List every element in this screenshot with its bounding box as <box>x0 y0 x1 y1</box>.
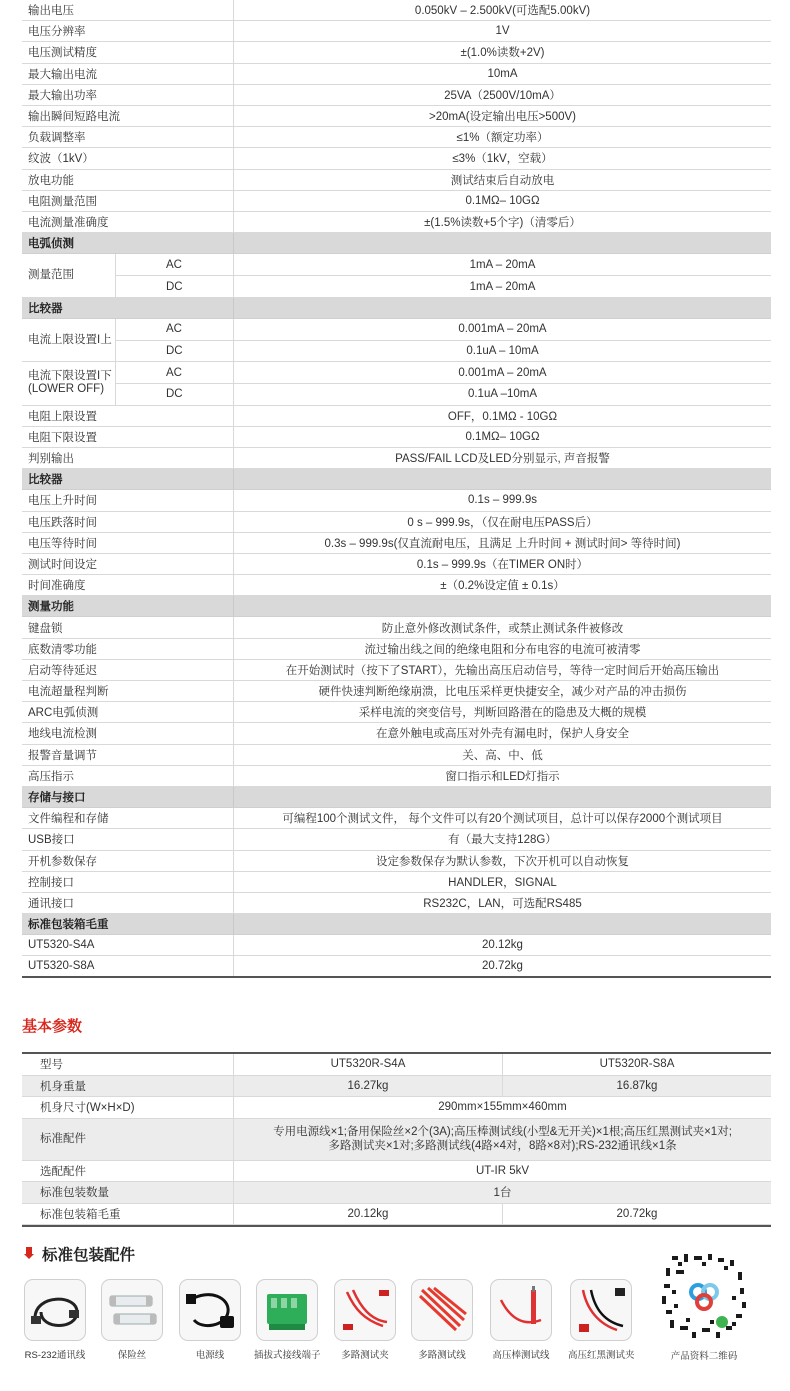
row-value: ±(1.5%读数+5个字)（清零后） <box>424 216 581 229</box>
sub-row <box>116 340 771 361</box>
spec-table <box>22 0 771 978</box>
test-clip-icon <box>334 1279 396 1341</box>
accessory-item <box>488 1279 554 1361</box>
row-value: ≤3%（1kV，空载） <box>452 153 553 166</box>
sub-value: 1mA – 20mA <box>469 280 536 293</box>
accessory-caption: 保险丝 <box>117 1350 147 1361</box>
table-row <box>22 1097 771 1119</box>
table-row <box>22 660 771 681</box>
accessory-caption: 电源线 <box>195 1350 225 1361</box>
sub-key: AC <box>116 362 234 383</box>
row-key: 电阻上限设置 <box>22 406 234 426</box>
row-value: 有（最大支持128G） <box>448 834 557 847</box>
sub-value: 0.1uA –10mA <box>467 388 538 401</box>
row-key: 电流测量准确度 <box>22 212 234 232</box>
group-key: 测量范围 <box>22 254 116 296</box>
table-row <box>22 702 771 723</box>
row-value: 流过输出线之间的绝缘电阻和分布电容的电流可被清零 <box>364 643 641 656</box>
power-cord-icon <box>179 1279 241 1341</box>
test-lead-icon <box>411 1279 473 1341</box>
row-key: 输出瞬间短路电流 <box>22 106 234 126</box>
row-key: 控制接口 <box>22 872 234 892</box>
row-key: UT5320-S4A <box>22 935 234 955</box>
table-row <box>22 490 771 511</box>
row-value: ±(1.0%读数+2V) <box>460 47 545 60</box>
accessory-caption: 多路测试线 <box>418 1350 466 1361</box>
row-value: 0.1s – 999.9s <box>467 494 538 507</box>
accessory-caption: 多路测试夹 <box>341 1350 389 1361</box>
table-row <box>22 64 771 85</box>
row-value: ±（0.2%设定值 ± 0.1s） <box>440 580 565 593</box>
row-value: UT-IR 5kV <box>475 1164 530 1177</box>
row-value: OFF，0.1MΩ - 10GΩ <box>447 410 558 423</box>
terminal-block-icon <box>256 1279 318 1341</box>
group-key: 电流下限设置I下(LOWER OFF) <box>22 362 116 404</box>
section-title: 比较器 <box>22 298 234 318</box>
sub-key: AC <box>116 319 234 340</box>
table-row <box>22 723 771 744</box>
row-value: 16.87kg <box>616 1079 658 1092</box>
sub-key: AC <box>116 254 234 275</box>
sub-value: 0.001mA – 20mA <box>458 366 547 379</box>
sub-row <box>116 319 771 340</box>
table-row <box>22 448 771 469</box>
table-row <box>22 106 771 127</box>
row-value: 0.1MΩ– 10GΩ <box>465 430 540 443</box>
table-row <box>22 512 771 533</box>
row-value: PASS/FAIL LCD及LED分别显示, 声音报警 <box>395 453 610 466</box>
row-value: 测试结束后自动放电 <box>450 174 555 187</box>
accessory-caption: 插拔式接线端子 <box>254 1350 321 1361</box>
table-row <box>22 829 771 850</box>
section-arc <box>22 233 771 254</box>
section-title: 电弧侦测 <box>22 233 234 253</box>
row-key: 报警音量调节 <box>22 745 234 765</box>
row-value: 16.27kg <box>234 1076 503 1097</box>
basic-params-title: 基本参数 <box>22 1018 83 1035</box>
table-row <box>22 1054 771 1076</box>
table-row <box>22 1076 771 1098</box>
table-row <box>22 85 771 106</box>
row-key: 输出电压 <box>22 0 234 20</box>
row-value: 0 s – 999.9s，（仅在耐电压PASS后） <box>407 516 598 529</box>
row-key: 文件编程和存储 <box>22 808 234 828</box>
section-title: 存储与接口 <box>22 787 234 807</box>
table-row <box>22 191 771 212</box>
row-value: RS232C，LAN，可选配RS485 <box>423 897 582 910</box>
section-comparator <box>22 298 771 319</box>
accessory-item <box>177 1279 243 1361</box>
row-value: 0.1s – 999.9s（在TIMER ON时） <box>416 558 589 571</box>
sub-row <box>116 275 771 296</box>
row-key: 负载调整率 <box>22 127 234 147</box>
basic-params-table <box>22 1052 771 1227</box>
row-value: 1V <box>495 25 510 38</box>
group-key: 电流上限设置I上 <box>22 319 116 361</box>
row-value: 可编程100个测试文件， 每个文件可以有20个测试项目，总计可以保存2000个测试项目 <box>282 813 723 826</box>
row-value: 采样电流的突变信号，判断回路潜在的隐患及大概的规模 <box>358 707 647 720</box>
row-key: 最大输出电流 <box>22 64 234 84</box>
row-key: 键盘锁 <box>22 617 234 637</box>
table-row <box>22 1161 771 1183</box>
row-key: 放电功能 <box>22 170 234 190</box>
table-row <box>22 766 771 787</box>
row-value: 在开始测试时（按下了START），先输出高压启动信号，等待一定时间后开始高压输出 <box>285 664 720 677</box>
row-value: UT5320R-S4A <box>234 1054 503 1075</box>
table-row <box>22 1204 771 1226</box>
grouped-row <box>22 254 771 297</box>
accessory-caption: 高压红黑测试夹 <box>568 1350 635 1361</box>
table-row <box>22 617 771 638</box>
row-key: 电阻测量范围 <box>22 191 234 211</box>
table-row <box>22 212 771 233</box>
row-key: 电压等待时间 <box>22 533 234 553</box>
table-row <box>22 851 771 872</box>
red-black-clip-icon <box>570 1279 632 1341</box>
row-key: 标准配件 <box>22 1119 234 1160</box>
table-row <box>22 554 771 575</box>
row-key: ARC电弧侦测 <box>22 702 234 722</box>
table-row <box>22 406 771 427</box>
row-key: 纹波（1kV） <box>22 148 234 168</box>
row-value: 窗口指示和LED灯指示 <box>445 770 560 783</box>
row-value: 硬件快速判断绝缘崩溃，比电压采样更快捷安全，减少对产品的冲击损伤 <box>318 686 687 699</box>
row-key: 最大输出功率 <box>22 85 234 105</box>
row-value: 20.72kg <box>616 1207 658 1220</box>
accessory-item <box>568 1279 634 1361</box>
table-row <box>22 148 771 169</box>
row-key: 开机参数保存 <box>22 851 234 871</box>
accessory-item <box>409 1279 475 1361</box>
sub-value: 1mA – 20mA <box>469 258 536 271</box>
row-value: 20.72kg <box>482 960 523 973</box>
sub-row <box>116 362 771 383</box>
row-key: 型号 <box>22 1054 234 1075</box>
row-key: 地线电流检测 <box>22 723 234 743</box>
table-row <box>22 956 771 977</box>
table-row <box>22 893 771 914</box>
grouped-row <box>22 319 771 362</box>
row-value: 0.3s – 999.9s(仅直流耐电压，且满足 上升时间 + 测试时间> 等待时间) <box>324 537 681 550</box>
table-row <box>22 575 771 596</box>
table-row <box>22 872 771 893</box>
table-row <box>22 1182 771 1204</box>
table-row <box>22 427 771 448</box>
accessory-caption: RS-232通讯线 <box>24 1350 86 1361</box>
row-value: ≤1%（额定功率） <box>456 132 549 145</box>
row-value: >20mA(设定输出电压>500V) <box>429 111 576 124</box>
row-value: 20.12kg <box>482 939 523 952</box>
accessory-item <box>22 1279 88 1361</box>
acc-line-1: 专用电源线×1;备用保险丝×2个(3A);高压棒测试线(小型&无开关)×1根;高压红黑测试夹×1对; <box>273 1126 732 1138</box>
row-key: USB接口 <box>22 829 234 849</box>
sub-key: DC <box>116 276 234 296</box>
row-value: 290mm×155mm×460mm <box>438 1101 567 1114</box>
table-row <box>22 42 771 63</box>
row-key: 机身尺寸(W×H×D) <box>22 1097 234 1118</box>
row-key: 机身重量 <box>22 1076 234 1097</box>
table-row <box>22 935 771 956</box>
section-time <box>22 469 771 490</box>
sub-row <box>116 254 771 275</box>
table-row <box>22 21 771 42</box>
row-value: 25VA（2500V/10mA） <box>444 89 561 102</box>
row-key: 判别输出 <box>22 448 234 468</box>
row-key: 标准包装数量 <box>22 1182 234 1203</box>
row-value: 10mA <box>487 67 518 80</box>
row-value: 关、高、中、低 <box>462 749 543 762</box>
section-package <box>22 914 771 935</box>
row-key: 通讯接口 <box>22 893 234 913</box>
row-value: 20.12kg <box>234 1204 503 1225</box>
section-storage <box>22 787 771 808</box>
table-row <box>22 808 771 829</box>
qr-code-icon <box>658 1250 750 1342</box>
acc-line-2: 多路测试夹×1对;多路测试线(4路×4对，8路×8对);RS-232通讯线×1条 <box>328 1140 677 1152</box>
section-title: 标准包装箱毛重 <box>22 914 234 934</box>
row-value: 1台 <box>493 1187 512 1200</box>
table-row <box>22 1119 771 1161</box>
row-value: HANDLER，SIGNAL <box>448 876 557 889</box>
row-value: 设定参数保存为默认参数，下次开机可以自动恢复 <box>376 855 629 868</box>
grouped-row <box>22 362 771 405</box>
row-key: 底数清零功能 <box>22 639 234 659</box>
row-key: 电流超量程判断 <box>22 681 234 701</box>
accessories-title-text: 标准包装配件 <box>42 1247 136 1264</box>
sub-key: DC <box>116 341 234 361</box>
row-key: 电压测试精度 <box>22 42 234 62</box>
qr-caption: 产品资料二维码 <box>670 1351 738 1362</box>
sub-value: 0.001mA – 20mA <box>458 323 547 336</box>
row-key: 电压分辨率 <box>22 21 234 41</box>
hv-probe-icon <box>490 1279 552 1341</box>
table-row <box>22 533 771 554</box>
row-key: 启动等待延迟 <box>22 660 234 680</box>
sub-value: 0.1uA – 10mA <box>466 345 539 358</box>
row-key: UT5320-S8A <box>22 956 234 975</box>
section-title: 测量功能 <box>22 596 234 616</box>
row-value: 0.050kV – 2.500kV(可选配5.00kV) <box>414 5 591 18</box>
table-row <box>22 745 771 766</box>
accessory-caption: 高压棒测试线 <box>492 1350 550 1361</box>
row-value: 防止意外修改测试条件，或禁止测试条件被修改 <box>381 622 624 635</box>
row-key: 选配配件 <box>22 1161 234 1182</box>
sub-key: DC <box>116 384 234 404</box>
row-value: UT5320R-S8A <box>599 1058 675 1071</box>
fuse-icon <box>101 1279 163 1341</box>
row-value: 0.1MΩ– 10GΩ <box>465 194 540 207</box>
table-row <box>22 639 771 660</box>
accessories-title <box>22 1243 135 1265</box>
row-key: 电阻下限设置 <box>22 427 234 447</box>
row-key: 高压指示 <box>22 766 234 786</box>
table-row <box>22 127 771 148</box>
section-function <box>22 596 771 617</box>
table-row <box>22 681 771 702</box>
qr-block <box>656 1250 752 1362</box>
accessory-item <box>254 1279 320 1361</box>
row-value <box>234 1119 771 1160</box>
serial-cable-icon <box>24 1279 86 1341</box>
row-key: 时间准确度 <box>22 575 234 595</box>
row-key: 电压跌落时间 <box>22 512 234 532</box>
row-key: 标准包装箱毛重 <box>22 1204 234 1225</box>
row-value: 在意外触电或高压对外壳有漏电时，保护人身安全 <box>376 728 629 741</box>
section-title: 比较器 <box>22 469 234 489</box>
download-icon <box>22 1247 36 1261</box>
accessory-item <box>99 1279 165 1361</box>
row-key: 测试时间设定 <box>22 554 234 574</box>
sub-row <box>116 383 771 404</box>
table-row <box>22 170 771 191</box>
table-row <box>22 0 771 21</box>
accessory-item <box>332 1279 398 1361</box>
row-key: 电压上升时间 <box>22 490 234 510</box>
